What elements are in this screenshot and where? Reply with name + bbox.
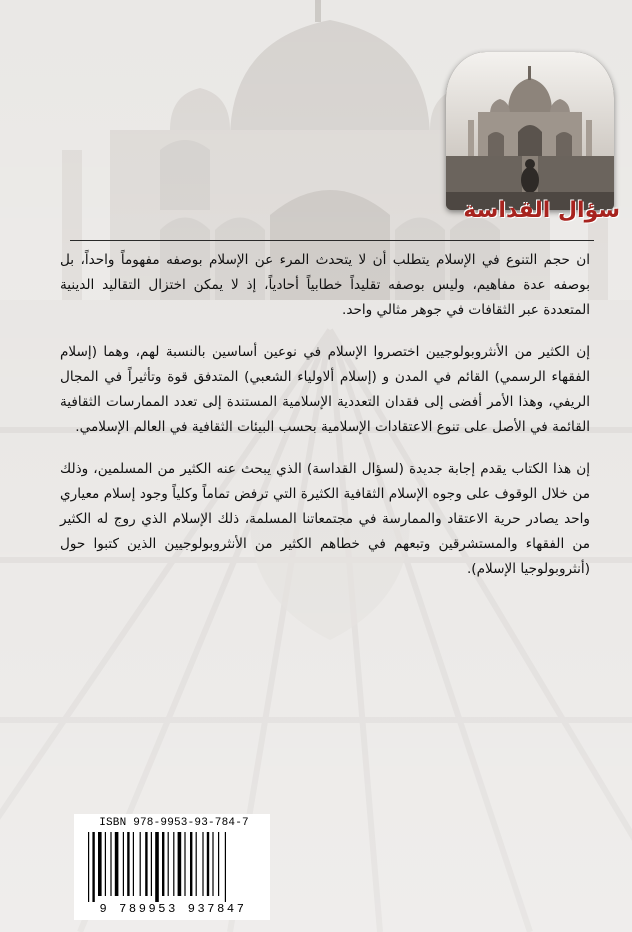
- barcode-bar: [110, 832, 111, 896]
- barcode-bar: [105, 832, 106, 896]
- barcode-bar: [196, 832, 197, 896]
- barcode-bar: [115, 832, 119, 896]
- isbn-barcode: [74, 814, 270, 920]
- barcode-bar: [168, 832, 169, 896]
- barcode-bar: [162, 832, 164, 896]
- barcode-bar: [123, 832, 124, 896]
- barcode-bar: [88, 832, 89, 902]
- barcode-bar: [92, 832, 94, 902]
- barcode-bar: [190, 832, 192, 896]
- barcode-bar: [151, 832, 152, 896]
- barcode-bar: [133, 832, 134, 896]
- blurb-paragraph-3: إن هذا الكتاب يقدم إجابة جديدة (لسؤال القداسة) الذي يبحث عنه الكثير من المسلمين، وذلك من خلال الوقوف على وجوه الإسلام الثقافية الكثيرة التي ترفض تماماً وكلياً وجود إسلام معياري واحد يصادر حرية الاعتقاد والممارسة في مجتمعاتنا المسلمة، ذلك الإسلام الذي روج له الكثير من الفقهاء والمستشرقين وتبعهم في خطاهم الكثير من الأنثروبولوجيين الذين كتبوا حول (أنثروبولوجيا الإسلام).: [60, 461, 590, 577]
- cover-photo-thumbnail: [446, 52, 614, 210]
- blurb-text: [60, 248, 590, 599]
- barcode-bar: [178, 832, 182, 896]
- blurb-paragraph-2: إن الكثير من الأنثروبولوجيين اختصروا الإسلام في نوعين أساسين بالنسبة لهم، وهما (إسلام الفقهاء الرسمي) القائم في المدن و (إسلام ألاولياء الشعبي) المتدفق قوة وتأثيراً في المجال الريفي، وهذا الأمر أفضى إلى فقدان التعددية الإسلامية المستندة إلى تعدد الممارسات الثقافية القائمة في الأصل على تنوع الاعتقادات الإسلامية بحسب البيئات الثقافية في العالم الإسلامي.: [60, 344, 590, 435]
- barcode-bar: [140, 832, 141, 896]
- barcode-bar: [127, 832, 129, 896]
- barcode-bar: [207, 832, 209, 896]
- barcode-digits: 9 789953 937847: [99, 902, 247, 916]
- barcode-bar: [212, 832, 213, 896]
- barcode-bar: [202, 832, 203, 896]
- barcode-bar: [225, 832, 226, 902]
- barcode-bar: [155, 832, 159, 902]
- barcode-bar: [218, 832, 219, 896]
- title-divider: [70, 240, 594, 241]
- barcode-bar: [184, 832, 185, 896]
- barcode-bar: [98, 832, 102, 896]
- isbn-label: ISBN 978-9953-93-784-7: [99, 817, 249, 829]
- barcode-bar: [145, 832, 147, 896]
- barcode-bars: [88, 832, 256, 902]
- book-title: سؤال القداسة: [463, 198, 620, 223]
- blurb-paragraph-1: ان حجم التنوع في الإسلام يتطلب أن لا يتحدث المرء عن الإسلام بوصفه مفهوماً واحداً، بل بوصفه عدة مفاهيم، وليس بوصفه تقليداً خطابياً أحادياً، إذ لا يمكن اختزال التقاليد الدينية المتعددة عبر الثقافات في جوهر مثالي واحد.: [60, 252, 590, 318]
- barcode-bar: [173, 832, 174, 896]
